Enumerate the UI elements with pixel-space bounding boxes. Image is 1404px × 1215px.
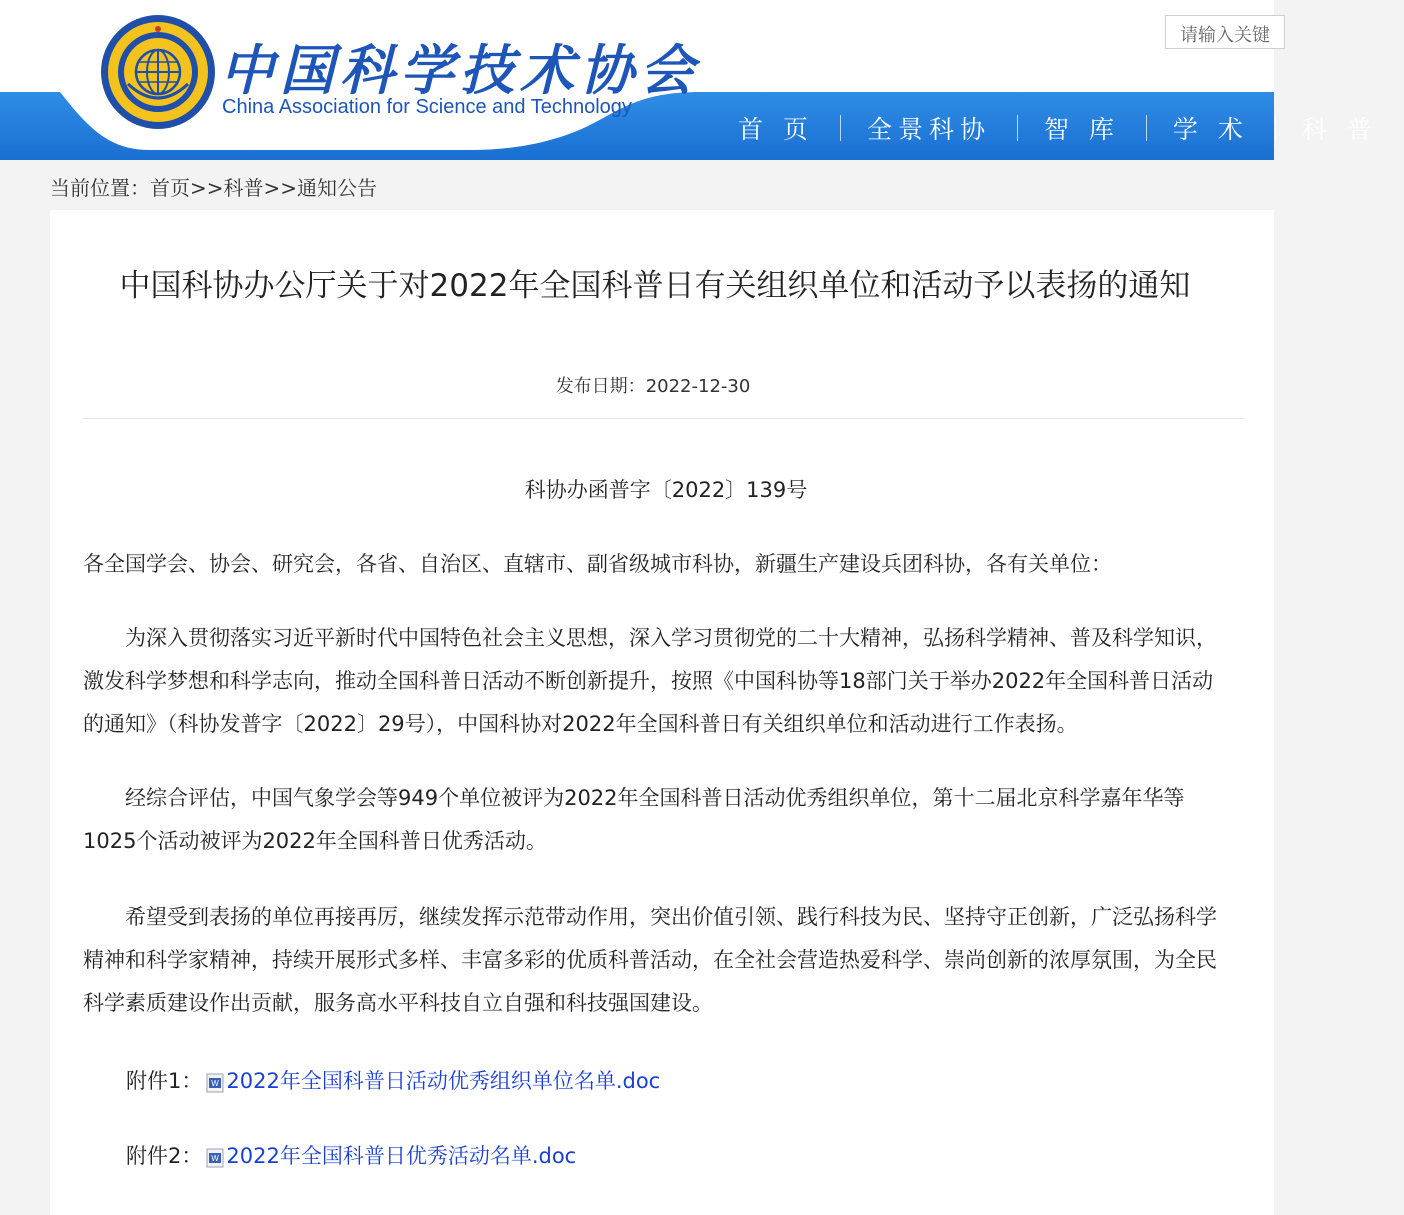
attachment-link[interactable]: 2022年全国科普日优秀活动名单.doc — [226, 1144, 577, 1168]
breadcrumb — [50, 172, 377, 201]
nav-item-home[interactable]: 首 页 — [738, 115, 814, 144]
logo-chinese-name[interactable]: 中国科学技术协会 — [220, 38, 700, 102]
svg-text:W: W — [211, 1079, 220, 1088]
publish-date-label: 发布日期： — [555, 376, 646, 397]
site-header — [0, 0, 1378, 160]
search-input[interactable]: 请输入关键 — [1165, 15, 1285, 49]
word-doc-icon — [206, 1148, 224, 1168]
article-salutation: 各全国学会、协会、研究会，各省、自治区、直辖市、副省级城市科协，新疆生产建设兵团科协，各有关单位： — [83, 552, 1112, 576]
nav-item-think-tank[interactable]: 智 库 — [1043, 115, 1120, 144]
article-paragraph: 为深入贯彻落实习近平新时代中国特色社会主义思想，深入学习贯彻党的二十大精神，弘扬科学精神、普及科学知识，激发科学梦想和科学志向，推动全国科普日活动不断创新提升，按照《中国科协等18部门关于举办2022年全国科普日活动的通知》（科协发普字〔2022〕29号），中国科协对2022年全国科普日有关组织单位和活动进行工作表扬。 — [83, 626, 1217, 736]
attachment-link[interactable]: 2022年全国科普日活动优秀组织单位名单.doc — [226, 1069, 661, 1093]
svg-text:W: W — [211, 1154, 220, 1163]
publish-date-value: 2022-12-30 — [645, 376, 751, 397]
attachment-label: 附件1： — [126, 1069, 203, 1093]
nav-item-academic[interactable]: 学 术 — [1172, 115, 1249, 144]
article-paragraph: 希望受到表扬的单位再接再厉，继续发挥示范带动作用，突出价值引领、践行科技为民、坚持守正创新，广泛弘扬科学精神和科学家精神，持续开展形式多样、丰富多彩的优质科普活动，在全社会营造热爱科学、崇尚创新的浓厚氛围，为全民科学素质建设作出贡献，服务高水平科技自立自强和科技强国建设。 — [83, 905, 1217, 1015]
attachment-1 — [126, 1065, 660, 1095]
nav-item-panorama[interactable]: 全景科协 — [866, 115, 991, 144]
main-nav — [712, 110, 1404, 146]
title-divider — [83, 418, 1243, 419]
cast-seal-logo-icon[interactable] — [98, 12, 218, 132]
breadcrumb-item-notices[interactable]: 通知公告 — [297, 176, 378, 200]
breadcrumb-prefix: 当前位置： — [50, 176, 150, 200]
nav-item-science-popularization[interactable]: 科 普 — [1301, 115, 1378, 144]
breadcrumb-item-home[interactable]: 首页 — [150, 176, 190, 200]
attachment-label: 附件2： — [126, 1144, 203, 1168]
publish-date — [50, 372, 1256, 398]
breadcrumb-item-kepu[interactable]: 科普 — [223, 176, 264, 200]
word-doc-icon — [206, 1073, 224, 1093]
breadcrumb-separator: >> — [263, 176, 298, 200]
document-number: 科协办函普字〔2022〕139号 — [524, 478, 808, 502]
article-paragraph: 经综合评估，中国气象学会等949个单位被评为2022年全国科普日活动优秀组织单位，第十二届北京科学嘉年华等1025个活动被评为2022年全国科普日优秀活动。 — [83, 786, 1185, 853]
logo-english-name[interactable]: China Association for Science and Technology — [222, 96, 632, 118]
article-title: 中国科协办公厅关于对2022年全国科普日有关组织单位和活动予以表扬的通知 — [119, 268, 1191, 304]
attachment-2 — [126, 1140, 576, 1170]
breadcrumb-separator: >> — [190, 176, 224, 200]
article-panel — [50, 210, 1274, 1215]
